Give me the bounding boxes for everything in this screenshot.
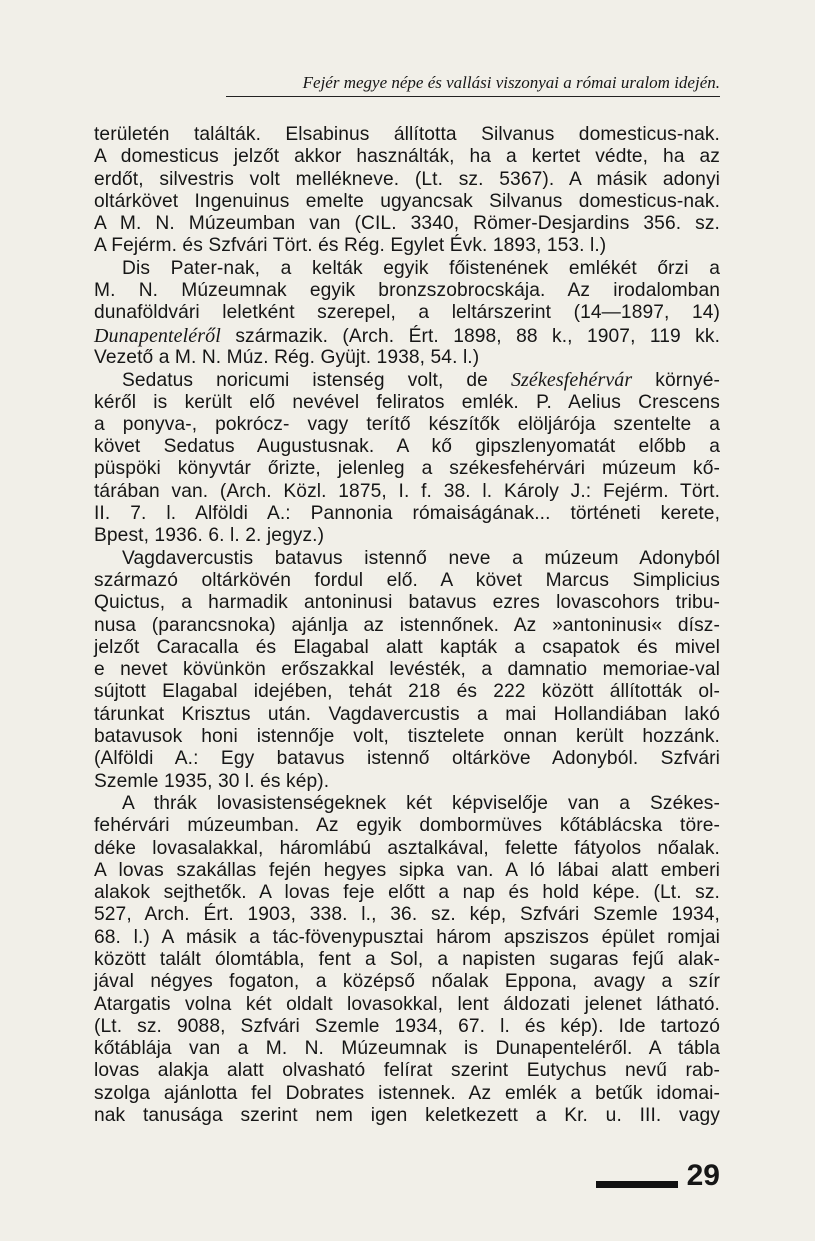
text-line: A lovas szakállas fején hegyes sipka van. A ló lábai alatt emberi (94, 859, 720, 881)
text-segment: Sedatus noricumi istenség volt, de (122, 370, 511, 392)
text-line: követ Sedatus Augustusnak. A kő gipszlenyomatát előbb a (94, 436, 720, 458)
text-line: batavusok honi istennője volt, tisztelete onnan került hozzánk. (94, 726, 720, 748)
text-line: nak tanusága szerint nem igen keletkezett a Kr. u. III. vagy (94, 1105, 720, 1127)
running-header: Fejér megye népe és vallási viszonyai a római uralom idején. (226, 73, 720, 97)
text-line: tárunkat Krisztus után. Vagdavercustis a mai Hollandiában lakó (94, 703, 720, 725)
text-line: püspöki könyvtár őrizte, jelenleg a székesfehérvári múzeum kő- (94, 458, 720, 480)
text-line: származó oltárkövén fordul elő. A követ Marcus Simplicius (94, 569, 720, 591)
text-line: A M. N. Múzeumban van (CIL. 3340, Römer-Desjardins 356. sz. (94, 213, 720, 235)
text-segment: környé- (632, 370, 720, 392)
text-line: kéről is került elő nevével feliratos emlék. P. Aelius Crescens (94, 391, 720, 413)
text-line: dunaföldvári leletként szerepel, a leltárszerint (14—1897, 14) (94, 302, 720, 324)
text-segment: származik. (Arch. Ért. 1898, 88 k., 1907, 119 kk. (220, 325, 720, 347)
text-line: A Fejérm. és Szfvári Tört. és Rég. Egylet Évk. 1893, 153. l.) (94, 235, 607, 257)
text-line: Quictus, a harmadik antoninusi batavus ezres lovascohors tribu- (94, 592, 720, 614)
text-line: A thrák lovasistenségeknek két képviselője van a Székes- (122, 792, 720, 814)
text-line (94, 325, 720, 347)
text-line: fehérvári múzeumban. Az egyik dombormüves kőtáblácska töre- (94, 815, 720, 837)
text-line: kőtáblája van a M. N. Múzeumnak is Dunapenteléről. A tábla (94, 1038, 720, 1060)
text-line: nusa (parancsnoka) ajánlja az istennőnek. Az »antoninusi« dísz- (94, 614, 720, 636)
text-line: II. 7. l. Alföldi A.: Pannonia rómaiságának... történeti kerete, (94, 503, 720, 525)
page-footer (596, 1159, 720, 1199)
text-line: (Alföldi A.: Egy batavus istennő oltárköve Adonyból. Szfvári (94, 748, 720, 770)
text-line: Vezető a M. N. Múz. Rég. Gyüjt. 1938, 54. l.) (94, 346, 480, 368)
text-line: M. N. Múzeumnak egyik bronzszobrocskája. Az irodalomban (94, 280, 720, 302)
italic-place-name: Dunapenteléről (94, 324, 221, 347)
page-number: 29 (686, 1159, 720, 1192)
italic-place-name: Székesfehérvár (510, 369, 633, 392)
text-line: tárában van. (Arch. Közl. 1875, I. f. 38. l. Károly J.: Fejérm. Tört. (94, 480, 720, 502)
text-line: déke lovasalakkal, háromlábú asztalkával, felette fátyolos nőalak. (94, 837, 720, 859)
text-line: között talált ólomtábla, fent a Sol, a napisten sugaras fejű alak- (94, 948, 720, 970)
body-text (94, 124, 720, 1127)
text-line: Szemle 1935, 30 l. és kép). (94, 770, 330, 792)
text-line (94, 369, 720, 391)
text-line: szolga ajánlotta fel Dobrates istennek. Az emlék a betűk idomai- (94, 1082, 720, 1104)
text-line: alakok sejthetők. A lovas feje előtt a nap és hold képe. (Lt. sz. (94, 882, 720, 904)
text-line: A domesticus jelzőt akkor használták, ha a kertet védte, ha az (94, 146, 720, 168)
text-line: Bpest, 1936. 6. l. 2. jegyz.) (94, 525, 325, 547)
text-line: 527, Arch. Ért. 1903, 338. l., 36. sz. kép, Szfvári Szemle 1934, (94, 904, 720, 926)
text-line: erdőt, silvestris volt mellékneve. (Lt. sz. 5367). A másik adonyi (94, 168, 720, 190)
decorative-rule (596, 1181, 678, 1188)
text-line: Dis Pater-nak, a kelták egyik főistenének emlékét őrzi a (122, 257, 720, 279)
text-line: Vagdavercustis batavus istennő neve a múzeum Adonyból (122, 547, 720, 569)
text-line: jelzőt Caracalla és Elagabal alatt kapták a csapatok és mivel (94, 636, 720, 658)
text-line: sújtott Elagabal idejében, tehát 218 és 222 között állították ol- (94, 681, 720, 703)
text-line: lovas alakja alatt olvasható felírat szerint Eutychus nevű rab- (94, 1060, 720, 1082)
text-line: 68. l.) A másik a tác-fövenypusztai három apsziszos épület romjai (94, 926, 720, 948)
text-line: oltárkövet Ingenuinus emelte ugyancsak Silvanus domesticus-nak. (94, 190, 720, 212)
text-line: e nevet kövünkön erőszakkal levésték, a damnatio memoriae-val (94, 659, 720, 681)
text-line: jával négyes fogaton, a középső nőalak Eppona, avagy a szír (94, 971, 720, 993)
text-line: Atargatis volna két oldalt lovasokkal, lent áldozati jelenet látható. (94, 993, 720, 1015)
text-line: a ponyva-, pokrócz- vagy terítő készítők elöljárója szentelte a (94, 413, 720, 435)
text-line: területén találták. Elsabinus állította Silvanus domesticus-nak. (94, 124, 720, 145)
text-line: (Lt. sz. 9088, Szfvári Szemle 1934, 67. l. és kép). Ide tartozó (94, 1015, 720, 1037)
